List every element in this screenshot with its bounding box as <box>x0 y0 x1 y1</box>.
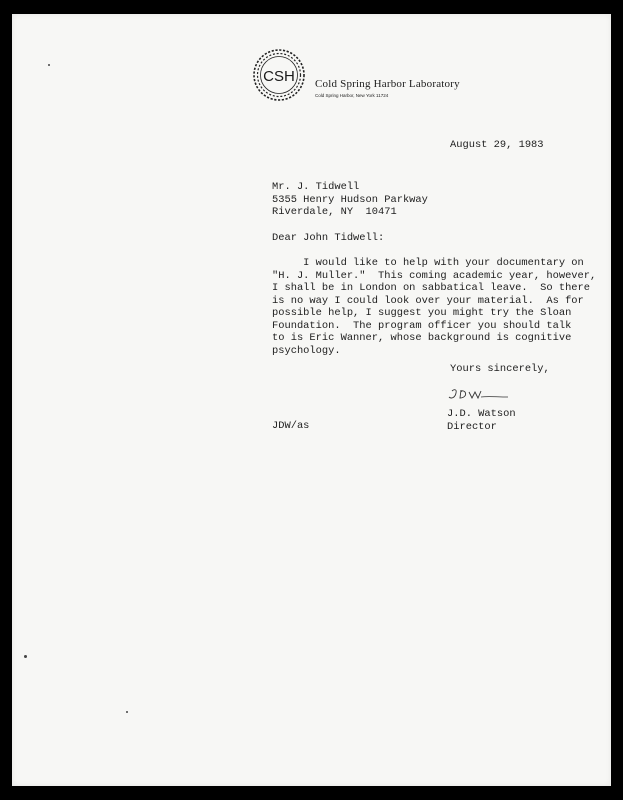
scan-speck <box>126 711 128 713</box>
closing: Yours sincerely, <box>450 363 550 375</box>
recipient-line: 5355 Henry Hudson Parkway <box>272 193 428 206</box>
recipient-line: Mr. J. Tidwell <box>272 181 360 193</box>
recipient-address <box>272 181 428 219</box>
scan-speck <box>24 655 27 658</box>
typist-initials: JDW/as <box>272 420 310 432</box>
institution-name: Cold Spring Harbor Laboratory <box>315 78 460 90</box>
body-line: is no way I could look over your material. As for <box>272 294 584 307</box>
logo-text: CSH <box>263 68 295 85</box>
letter-body <box>272 257 596 357</box>
body-line: "H. J. Muller." This coming academic year, however, <box>272 269 597 282</box>
body-line: to is Eric Wanner, whose background is cognitive <box>272 332 572 344</box>
body-line: I shall be in London on sabbatical leave. So there <box>272 282 591 294</box>
handwritten-signature <box>446 385 516 405</box>
recipient-line: Riverdale, NY 10471 <box>272 206 397 218</box>
institution-address: Cold Spring Harbor, New York 11724 <box>315 93 389 98</box>
signer-name: J.D. Watson <box>447 408 516 420</box>
signer-title: Director <box>447 420 497 433</box>
csh-logo-icon <box>251 47 307 103</box>
body-line: possible help, I suggest you might try the Sloan <box>272 307 572 319</box>
body-line: I would like to help with your documentary on <box>272 257 584 269</box>
body-line: psychology. <box>272 344 341 357</box>
body-line: Foundation. The program officer you should talk <box>272 319 572 332</box>
letter-page <box>12 14 611 786</box>
salutation: Dear John Tidwell: <box>272 232 385 244</box>
signer-block <box>447 408 516 433</box>
letter-date: August 29, 1983 <box>450 139 544 151</box>
scan-speck <box>48 64 50 66</box>
